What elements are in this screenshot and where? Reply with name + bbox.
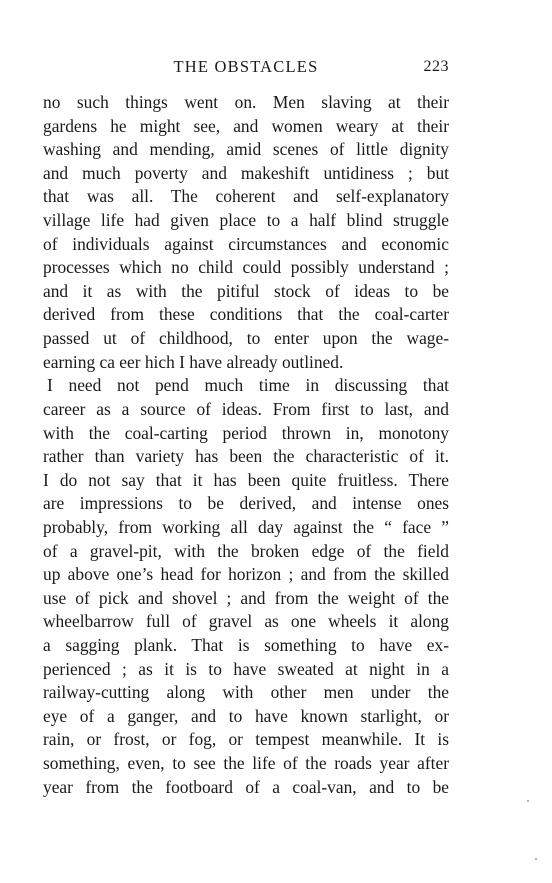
scan-speck bbox=[527, 800, 529, 802]
text-line: village life had given place to a half blind struggle bbox=[43, 210, 449, 231]
body-text bbox=[43, 91, 449, 799]
text-line: no such things went on. Men slaving at their bbox=[43, 92, 449, 112]
text-line: probably, from working all day against the “ face ” bbox=[43, 516, 449, 537]
text-line: derived from these conditions that the coal-carter bbox=[43, 304, 449, 325]
text-line: that was all. The coherent and self-explanatory bbox=[43, 186, 449, 207]
text-line: up above one’s head for horizon ; and from the skilled bbox=[43, 564, 449, 585]
text-line: railway-cutting along with other men under the bbox=[43, 682, 449, 703]
text-line: year from the footboard of a coal-van, and to be bbox=[43, 776, 449, 797]
text-line: of individuals against circumstances and economic bbox=[43, 233, 449, 254]
text-line: rather than variety has been the characteristic of it. bbox=[43, 446, 449, 467]
text-line: passed ut of childhood, to enter upon the wage- bbox=[43, 328, 449, 349]
text-line: earning ca eer hich I have already outlined. bbox=[43, 351, 344, 372]
text-line: washing and mending, amid scenes of little dignity bbox=[43, 139, 449, 160]
text-line: something, even, to see the life of the roads year after bbox=[43, 753, 449, 774]
scan-speck bbox=[535, 858, 537, 860]
text-line: gardens he might see, and women weary at their bbox=[43, 115, 449, 136]
page-header bbox=[43, 55, 449, 79]
running-head: THE OBSTACLES bbox=[173, 57, 319, 76]
text-line: a sagging plank. That is something to have ex- bbox=[43, 635, 449, 656]
text-line: rain, or frost, or fog, or tempest meanwhile. It is bbox=[43, 729, 449, 750]
text-line: with the coal-carting period thrown in, monotony bbox=[43, 422, 449, 443]
text-line: perienced ; as it is to have sweated at night in a bbox=[43, 658, 449, 679]
text-line: of a gravel-pit, with the broken edge of the field bbox=[43, 540, 449, 561]
text-line: use of pick and shovel ; and from the weight of the bbox=[43, 587, 449, 608]
text-line: career as a source of ideas. From first to last, and bbox=[43, 398, 449, 419]
text-line: are impressions to be derived, and intense ones bbox=[43, 493, 449, 514]
text-line: processes which no child could possibly understand ; bbox=[43, 257, 449, 278]
text-line: I do not say that it has been quite fruitless. There bbox=[43, 469, 449, 490]
text-line: eye of a ganger, and to have known starlight, or bbox=[43, 705, 449, 726]
text-line: wheelbarrow full of gravel as one wheels it along bbox=[43, 611, 449, 632]
page-number: 223 bbox=[423, 58, 449, 75]
text-line: and it as with the pitiful stock of ideas to be bbox=[43, 280, 449, 301]
paragraph-first-line: I need not pend much time in discussing that bbox=[47, 375, 449, 396]
text-line: and much poverty and makeshift untidiness ; but bbox=[43, 162, 449, 183]
